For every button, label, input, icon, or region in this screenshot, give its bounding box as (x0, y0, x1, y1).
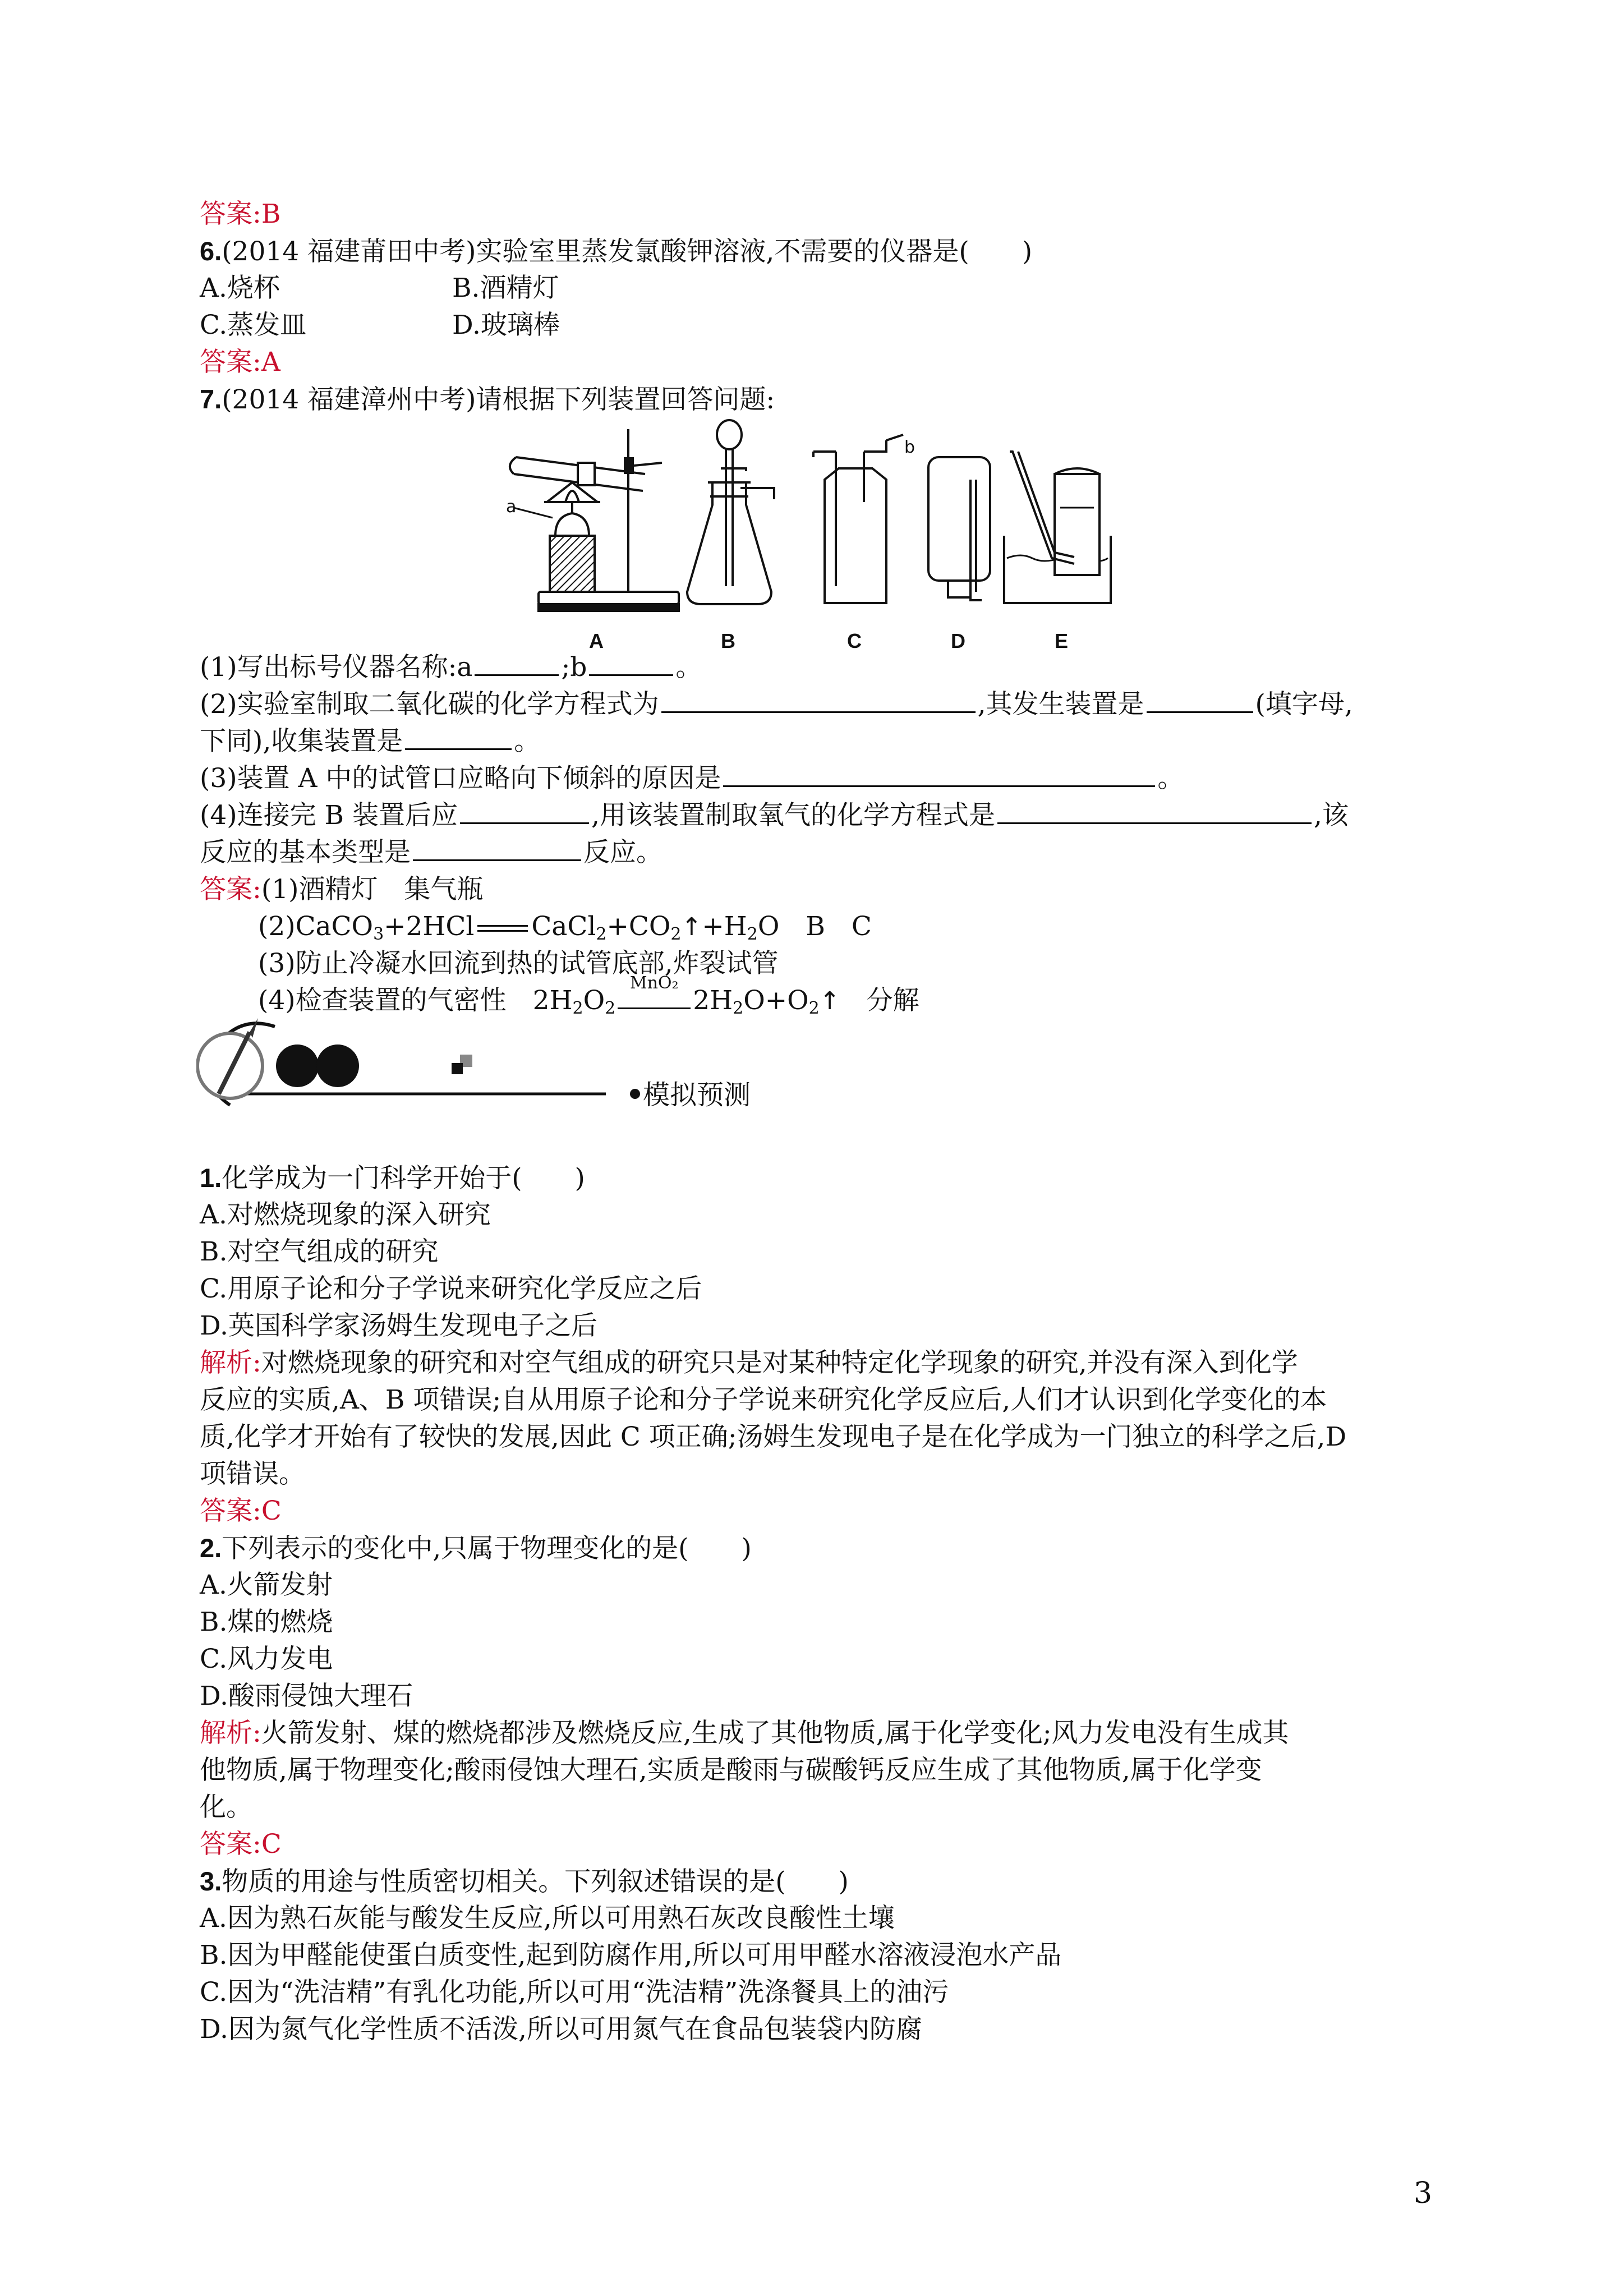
option-d: D.英国科学家汤姆生发现电子之后 (200, 1310, 597, 1341)
option-a: A.对燃烧现象的深入研究 (200, 1199, 491, 1230)
question-number: 3. (200, 1866, 222, 1896)
answer-block (200, 873, 483, 907)
blank (475, 652, 559, 676)
subscript: 3 (373, 924, 384, 944)
question-6 (200, 234, 1032, 269)
blank (997, 800, 1312, 824)
subscript: 2 (733, 999, 744, 1018)
answer-3: (3)防止冷凝水回流到热的试管底部,炸裂试管 (258, 948, 779, 979)
gas-arrow-icon: ↑ (819, 987, 840, 1015)
subscript: 2 (670, 924, 682, 944)
question-number: 6. (200, 236, 222, 266)
apparatus-b (687, 420, 774, 604)
text: +2HCl (384, 911, 475, 942)
text: 反应。 (583, 837, 663, 868)
question-text: 物质的用途与性质密切相关。下列叙述错误的是( ) (222, 1866, 849, 1897)
text: O+O (743, 985, 809, 1016)
subscript: 2 (808, 999, 820, 1018)
text: (2)实验室制取二氧化碳的化学方程式为 (200, 689, 659, 720)
blank (589, 652, 673, 676)
option-d: D.玻璃棒 (452, 310, 560, 341)
equals-sign (477, 925, 528, 932)
option-b: B.对空气组成的研究 (200, 1236, 439, 1267)
explanation-line: 项错误。 (200, 1458, 305, 1489)
text: 分解 (840, 985, 919, 1016)
option-c: C.风力发电 (200, 1644, 333, 1674)
page-number: 3 (1414, 2177, 1433, 2210)
option-c: C.用原子论和分子学说来研究化学反应之后 (200, 1273, 702, 1304)
section-banner (196, 1004, 813, 1133)
option-a: A.烧杯 (200, 273, 280, 303)
text: 。 (675, 652, 702, 683)
subscript: 2 (572, 999, 583, 1018)
question-text: (2014 福建漳州中考)请根据下列装置回答问题: (222, 384, 775, 415)
option-c: C.蒸发皿 (200, 310, 307, 341)
text: 反应的基本类型是 (200, 837, 411, 868)
label-D: D (951, 629, 965, 652)
blank (661, 689, 976, 713)
catalyst-label: MnO₂ (629, 973, 679, 993)
option-b: B.因为甲醛能使蛋白质变性,起到防腐作用,所以可用甲醛水溶液浸泡水产品 (200, 1940, 1062, 1971)
answer-line: 答案:C (200, 1829, 282, 1860)
question-number: 7. (200, 384, 222, 414)
option-row (200, 272, 559, 305)
option-a: A.火箭发射 (200, 1570, 333, 1600)
option-b: B.酒精灯 (452, 273, 559, 303)
answer-line: 答案:A (200, 347, 280, 378)
text: 2H (693, 985, 733, 1016)
text: +H (702, 911, 747, 942)
blank (413, 837, 581, 861)
apparatus-e (1004, 452, 1111, 603)
text: ,用该装置制取氧气的化学方程式是 (591, 800, 995, 831)
subscript: 2 (747, 924, 758, 944)
lab-apparatus-figure (499, 418, 1128, 654)
mock-question-2 (200, 1531, 752, 1566)
blank (723, 763, 1155, 787)
answer-line: 答案:B (200, 199, 281, 229)
option-d: D.因为氮气化学性质不活泼,所以可用氮气在食品包装袋内防腐 (200, 2014, 922, 2045)
mock-question-1 (200, 1161, 585, 1195)
text: ;b (561, 652, 587, 683)
text: 对燃烧现象的研究和对空气组成的研究只是对某种特定化学现象的研究,并没有深入到化学 (261, 1347, 1298, 1378)
sub-question-2-cont (200, 725, 540, 758)
sub-question-4-cont (200, 836, 663, 869)
label-C: C (847, 629, 862, 652)
text: 下同),收集装置是 (200, 726, 403, 757)
text: (1)写出标号仪器名称:a (200, 652, 473, 683)
sub-question-2 (200, 688, 1353, 721)
text: O B C (757, 911, 872, 942)
section-title: 模拟预测 (643, 1079, 751, 1111)
option-row (200, 309, 560, 342)
text: (3)装置 A 中的试管口应略向下倾斜的原因是 (200, 763, 721, 794)
brush-badge-icon (197, 1033, 263, 1098)
label-A: A (589, 629, 604, 652)
blank (405, 726, 512, 750)
explanation-2 (200, 1717, 1289, 1750)
answer-2 (258, 910, 872, 951)
label-a: a (506, 497, 517, 517)
question-text: (2014 福建莆田中考)实验室里蒸发氯酸钾溶液,不需要的仪器是( ) (222, 236, 1033, 267)
text: ,其发生装置是 (977, 689, 1144, 720)
question-7 (200, 383, 775, 417)
text: 。 (1157, 763, 1184, 794)
label-E: E (1055, 629, 1069, 652)
dot-icon (276, 1045, 319, 1087)
subscript: 2 (605, 999, 616, 1018)
label-b: b (904, 438, 915, 457)
option-c: C.因为“洗洁精”有乳化功能,所以可用“洗洁精”洗涤餐具上的油污 (200, 1977, 949, 2008)
answer-line: 答案:C (200, 1496, 282, 1526)
text: 火箭发射、煤的燃烧都涉及燃烧反应,生成了其他物质,属于化学变化;风力发电没有生成其 (261, 1718, 1289, 1749)
option-d: D.酸雨侵蚀大理石 (200, 1681, 413, 1711)
question-text: 下列表示的变化中,只属于物理变化的是( ) (222, 1533, 752, 1564)
text: (4)检查装置的气密性 2H (258, 985, 573, 1016)
sub-question-1 (200, 651, 702, 684)
question-number: 2. (200, 1533, 222, 1563)
explanation-line: 化。 (200, 1792, 252, 1823)
explanation-line: 反应的实质,A、B 项错误;自从用原子论和分子学说来研究化学反应后,人们才认识到化学变化的本 (200, 1384, 1327, 1415)
explanation-1 (200, 1346, 1298, 1380)
explanation-line: 质,化学才开始有了较快的发展,因此 C 项正确;汤姆生发现电子是在化学成为一门独立的科学之后,D (200, 1421, 1347, 1452)
apparatus-d (928, 457, 990, 600)
question-number: 1. (200, 1163, 222, 1193)
gas-arrow-icon: ↑ (681, 913, 702, 941)
text: (填字母, (1255, 689, 1353, 720)
question-text: 化学成为一门科学开始于( ) (222, 1163, 585, 1194)
answer-label: 答案: (200, 874, 261, 905)
explanation-line: 他物质,属于物理变化;酸雨侵蚀大理石,实质是酸雨与碳酸钙反应生成了其他物质,属于化学变 (200, 1755, 1262, 1786)
blank (460, 800, 589, 824)
option-a: A.因为熟石灰能与酸发生反应,所以可用熟石灰改良酸性土壤 (200, 1903, 895, 1934)
blank (1147, 689, 1253, 713)
subscript: 2 (596, 924, 607, 944)
apparatus-a (510, 429, 679, 611)
text: (2)CaCO (258, 911, 374, 942)
text: 。 (514, 726, 541, 757)
sub-question-4 (200, 799, 1349, 832)
mock-question-3 (200, 1865, 849, 1899)
dot-icon (316, 1045, 359, 1087)
explanation-label: 解析: (200, 1347, 261, 1378)
sub-question-3 (200, 762, 1184, 795)
text: O (583, 985, 605, 1016)
text: ,该 (1313, 800, 1349, 831)
text: CaCl (531, 911, 596, 942)
text: (4)连接完 B 装置后应 (200, 800, 458, 831)
apparatus-c (813, 435, 903, 603)
text: +CO (606, 911, 671, 942)
explanation-label: 解析: (200, 1718, 261, 1749)
label-B: B (721, 629, 735, 652)
option-b: B.煤的燃烧 (200, 1607, 333, 1637)
answer-1: (1)酒精灯 集气瓶 (261, 874, 484, 905)
